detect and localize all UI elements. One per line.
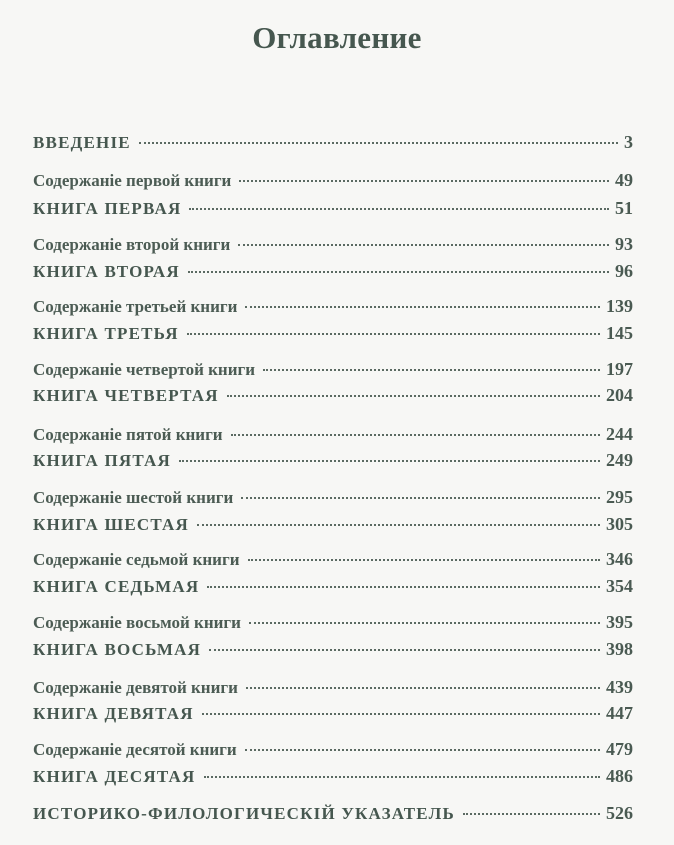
toc-entry-contents-book-5[interactable]	[33, 422, 633, 446]
toc-entry-label: ВВЕДЕНІЕ	[33, 133, 131, 152]
toc-entry-page: 526	[606, 803, 633, 823]
toc-entry-introduction[interactable]	[33, 130, 633, 154]
toc-entry-label: Содержаніе десятой книги	[33, 740, 237, 759]
toc-entry-label: КНИГА ЧЕТВЕРТАЯ	[33, 386, 219, 405]
toc-entry-label: КНИГА ПЕРВАЯ	[33, 199, 182, 218]
toc-entry-page: 439	[606, 677, 633, 697]
toc-entry-page: 244	[606, 424, 633, 444]
toc-entry-contents-book-10[interactable]	[33, 737, 633, 761]
dot-leader	[197, 523, 600, 526]
toc-entry-page: 51	[615, 198, 633, 218]
dot-leader	[263, 368, 600, 371]
toc-entry-contents-book-2[interactable]	[33, 232, 633, 256]
toc-entry-book-7[interactable]	[33, 574, 633, 598]
dot-leader	[189, 207, 609, 210]
toc-entry-book-5[interactable]	[33, 448, 633, 472]
toc-entry-label: КНИГА ШЕСТАЯ	[33, 515, 189, 534]
dot-leader	[202, 712, 600, 715]
dot-leader	[231, 433, 600, 436]
toc-entry-contents-book-6[interactable]	[33, 485, 633, 509]
toc-entry-page: 93	[615, 234, 633, 254]
toc-entry-page: 96	[615, 261, 633, 281]
dot-leader	[245, 748, 600, 751]
toc-entry-page: 479	[606, 739, 633, 759]
toc-entry-contents-book-7[interactable]	[33, 547, 633, 571]
toc-entry-page: 295	[606, 487, 633, 507]
toc-entry-label: Содержаніе девятой книги	[33, 678, 238, 697]
toc-entry-page: 249	[606, 450, 633, 470]
dot-leader	[245, 305, 600, 308]
toc-entry-label: КНИГА ВТОРАЯ	[33, 262, 180, 281]
toc-entry-contents-book-3[interactable]	[33, 294, 633, 318]
dot-leader	[239, 179, 609, 182]
toc-entry-label: КНИГА ВОСЬМАЯ	[33, 640, 202, 659]
toc-entry-page: 398	[606, 639, 633, 659]
toc-entry-label: КНИГА СЕДЬМАЯ	[33, 577, 200, 596]
toc-entry-page: 346	[606, 549, 633, 569]
dot-leader	[187, 332, 600, 335]
toc-entry-book-2[interactable]	[33, 259, 633, 283]
toc-entry-label: КНИГА ТРЕТЬЯ	[33, 324, 179, 343]
toc-entry-book-10[interactable]	[33, 764, 633, 788]
dot-leader	[207, 585, 600, 588]
toc-entry-page: 145	[606, 323, 633, 343]
toc-entry-label: КНИГА ДЕВЯТАЯ	[33, 704, 194, 723]
toc-entry-book-6[interactable]	[33, 512, 633, 536]
toc-entry-book-3[interactable]	[33, 321, 633, 345]
toc-entry-label: Содержаніе четвертой книги	[33, 360, 256, 379]
toc-entry-label: Содержаніе пятой книги	[33, 425, 223, 444]
dot-leader	[188, 270, 609, 273]
toc-entry-contents-book-1[interactable]	[33, 168, 633, 192]
toc-entry-label: ИСТОРИКО-ФИЛОЛОГИЧЕСКІЙ УКАЗАТЕЛЬ	[33, 804, 455, 823]
toc-entry-label: Содержаніе седьмой книги	[33, 550, 240, 569]
toc-entry-page: 305	[606, 514, 633, 534]
toc-entry-label: Содержаніе шестой книги	[33, 488, 234, 507]
toc-entry-contents-book-9[interactable]	[33, 675, 633, 699]
page-title: Оглавление	[252, 20, 422, 55]
toc-entry-contents-book-8[interactable]	[33, 610, 633, 634]
dot-leader	[241, 496, 600, 499]
toc-entry-book-4[interactable]	[33, 383, 633, 407]
toc-entry-page: 3	[624, 132, 633, 152]
toc-entry-index[interactable]	[33, 801, 633, 825]
toc-entry-page: 49	[615, 170, 633, 190]
dot-leader	[249, 621, 600, 624]
toc-entry-label: КНИГА ПЯТАЯ	[33, 451, 172, 470]
dot-leader	[179, 459, 600, 462]
dot-leader	[463, 812, 600, 815]
toc-entry-label: КНИГА ДЕСЯТАЯ	[33, 767, 196, 786]
toc-entry-label: Содержаніе первой книги	[33, 171, 232, 190]
toc-entry-page: 204	[606, 385, 633, 405]
dot-leader	[238, 243, 609, 246]
dot-leader	[209, 648, 600, 651]
toc-entry-page: 197	[606, 359, 633, 379]
toc-entry-book-9[interactable]	[33, 701, 633, 725]
toc-entry-page: 354	[606, 576, 633, 596]
toc-entry-label: Содержаніе третьей книги	[33, 297, 238, 316]
toc-entry-label: Содержаніе второй книги	[33, 235, 231, 254]
dot-leader	[204, 775, 601, 778]
dot-leader	[246, 686, 600, 689]
toc-entry-book-8[interactable]	[33, 637, 633, 661]
toc-entry-page: 447	[606, 703, 633, 723]
toc-entry-page: 395	[606, 612, 633, 632]
toc-entry-contents-book-4[interactable]	[33, 357, 633, 381]
dot-leader	[139, 141, 618, 144]
dot-leader	[248, 558, 601, 561]
toc-entry-book-1[interactable]	[33, 196, 633, 220]
toc-entry-page: 486	[606, 766, 633, 786]
dot-leader	[227, 394, 600, 397]
toc-entry-page: 139	[606, 296, 633, 316]
toc-entry-label: Содержаніе восьмой книги	[33, 613, 241, 632]
